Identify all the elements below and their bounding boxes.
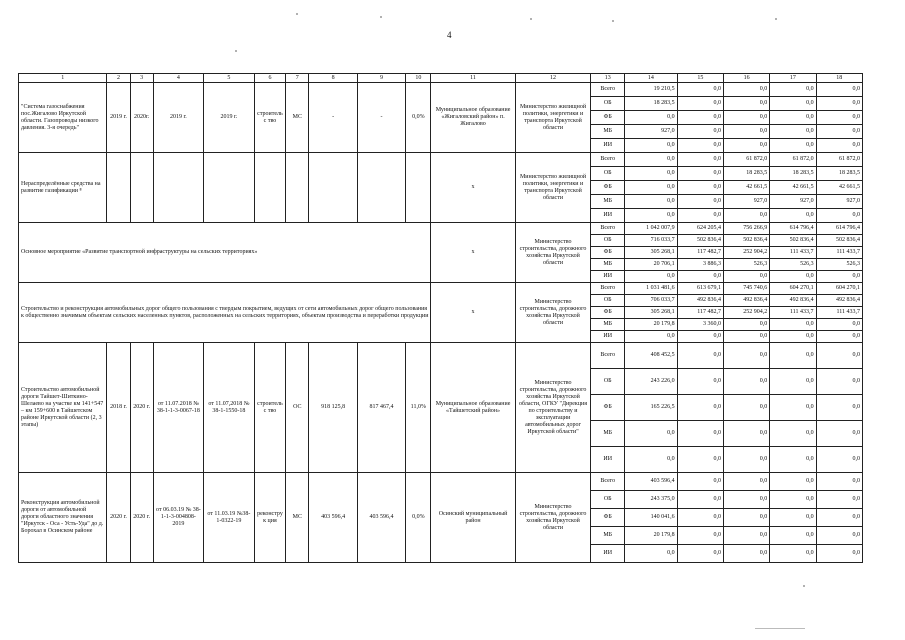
amount-value: 0,0 <box>770 319 816 331</box>
amount-value: 18 283,5 <box>770 167 816 181</box>
amount-value: 0,0 <box>677 83 723 97</box>
amount-value: 502 836,4 <box>723 235 769 247</box>
amount-value: 0,0 <box>816 395 862 421</box>
amount-value: 0,0 <box>625 195 678 209</box>
amount-value: 0,0 <box>816 369 862 395</box>
responsible-body: Министерство жилищной политики, энергетики и транспорта Иркутской области <box>515 83 591 153</box>
amount-value: 0,0 <box>723 491 769 509</box>
amount-value: 0,0 <box>816 139 862 153</box>
amount-value: 0,0 <box>677 527 723 545</box>
amount-value: 492 836,4 <box>770 295 816 307</box>
amount-value: 0,0 <box>677 139 723 153</box>
municipality: х <box>431 283 515 343</box>
amount-value: 0,0 <box>770 331 816 343</box>
funding-source: МБ <box>591 125 625 139</box>
amount-value: 0,0 <box>770 545 816 563</box>
item-c10: 11,0% <box>406 343 431 473</box>
amount-value: 927,0 <box>770 195 816 209</box>
amount-value: 0,0 <box>816 319 862 331</box>
amount-value: 0,0 <box>723 319 769 331</box>
amount-value: 0,0 <box>677 395 723 421</box>
amount-value: 0,0 <box>677 421 723 447</box>
funding-source: ОБ <box>591 491 625 509</box>
amount-value: 0,0 <box>723 509 769 527</box>
amount-value: 42 661,5 <box>816 181 862 195</box>
amount-value: 716 033,7 <box>625 235 678 247</box>
amount-value: 0,0 <box>770 509 816 527</box>
amount-value: 111 433,7 <box>816 247 862 259</box>
funding-source: ОБ <box>591 235 625 247</box>
item-c4: от 06.03.19 № 38-1-1-3-004808-2019 <box>153 473 204 563</box>
amount-value: 0,0 <box>677 509 723 527</box>
amount-value: 61 872,0 <box>770 153 816 167</box>
amount-value: 0,0 <box>770 473 816 491</box>
amount-value: 0,0 <box>816 271 862 283</box>
amount-value: 604 270,1 <box>816 283 862 295</box>
item-c3: 2020 г. <box>130 473 153 563</box>
item-c8: - <box>309 83 357 153</box>
item-c7: МС <box>286 473 309 563</box>
amount-value: 18 283,5 <box>723 167 769 181</box>
amount-value: 0,0 <box>816 83 862 97</box>
amount-value: 0,0 <box>625 421 678 447</box>
amount-value: 0,0 <box>723 209 769 223</box>
column-number: 8 <box>309 74 357 83</box>
amount-value: 0,0 <box>625 153 678 167</box>
amount-value: 0,0 <box>723 447 769 473</box>
municipality: Осинский муниципальный район <box>431 473 515 563</box>
amount-value: 0,0 <box>770 139 816 153</box>
column-number: 13 <box>591 74 625 83</box>
page-number: 4 <box>447 30 452 40</box>
item-c7: ОС <box>286 343 309 473</box>
amount-value: 0,0 <box>723 369 769 395</box>
responsible-body: Министерство строительства, дорожного хозяйства Иркутской области <box>515 283 591 343</box>
amount-value: 0,0 <box>770 97 816 111</box>
funding-source: ФБ <box>591 509 625 527</box>
item-description: Строительство и реконструкция автомобильных дорог общего пользования с твердым покрытием, ведущих от сети автомобильных дорог общего пользования к общественно значимым объектам сельских населенных пунктов, расположенных на сельских территориях, объектам производства и переработки продукции <box>19 283 431 343</box>
funding-source: Всего <box>591 83 625 97</box>
item-c2: 2020 г. <box>107 473 130 563</box>
amount-value: 0,0 <box>770 271 816 283</box>
amount-value: 252 904,2 <box>723 247 769 259</box>
scan-speck <box>530 18 532 20</box>
amount-value: 0,0 <box>770 447 816 473</box>
item-description: Реконструкция автомобильной дороги от автомобильной дороги областного значения "Иркутск - Оса - Усть-Уда" до д. Борохал в Осинском районе <box>19 473 107 563</box>
amount-value: 0,0 <box>723 421 769 447</box>
item-description: "Система газоснабжения пос.Жигалово Иркутской области. Газопроводы низкого давления. 3-я очередь" <box>19 83 107 153</box>
amount-value: 502 836,4 <box>770 235 816 247</box>
item-c2: 2018 г. <box>107 343 130 473</box>
amount-value: 502 836,4 <box>816 235 862 247</box>
scan-speck <box>612 20 614 22</box>
column-number-row <box>19 74 863 83</box>
funding-source: МБ <box>591 421 625 447</box>
amount-value: 0,0 <box>625 209 678 223</box>
amount-value: 117 482,7 <box>677 247 723 259</box>
empty-cell <box>204 153 255 223</box>
amount-value: 0,0 <box>723 139 769 153</box>
column-number: 18 <box>816 74 862 83</box>
funding-source: ОБ <box>591 295 625 307</box>
municipality: Муниципальное образование «Тайшетский район» <box>431 343 515 473</box>
amount-value: 0,0 <box>625 447 678 473</box>
funding-source: ФБ <box>591 307 625 319</box>
amount-value: 0,0 <box>677 343 723 369</box>
scan-speck <box>803 585 805 587</box>
table-row <box>19 83 863 97</box>
funding-source: Всего <box>591 473 625 491</box>
amount-value: 927,0 <box>625 125 678 139</box>
amount-value: 0,0 <box>625 545 678 563</box>
amount-value: 927,0 <box>816 195 862 209</box>
funding-source: ИИ <box>591 447 625 473</box>
amount-value: 0,0 <box>723 473 769 491</box>
table-row <box>19 283 863 295</box>
amount-value: 492 836,4 <box>816 295 862 307</box>
amount-value: 0,0 <box>723 97 769 111</box>
amount-value: 0,0 <box>816 331 862 343</box>
funding-source: ОБ <box>591 167 625 181</box>
amount-value: 0,0 <box>625 139 678 153</box>
amount-value: 117 482,7 <box>677 307 723 319</box>
amount-value: 0,0 <box>723 545 769 563</box>
amount-value: 0,0 <box>816 209 862 223</box>
amount-value: 0,0 <box>625 181 678 195</box>
amount-value: 0,0 <box>770 125 816 139</box>
item-c2: 2019 г. <box>107 83 130 153</box>
amount-value: 3 360,0 <box>677 319 723 331</box>
item-c4: от 11.07.2018 № 38-1-1-3-0067-18 <box>153 343 204 473</box>
responsible-body: Министерство жилищной политики, энергетики и транспорта Иркутской области <box>515 153 591 223</box>
amount-value: 0,0 <box>723 111 769 125</box>
amount-value: 0,0 <box>677 209 723 223</box>
funding-source: ФБ <box>591 395 625 421</box>
responsible-body: Министерство строительства, дорожного хозяйства Иркутской области <box>515 473 591 563</box>
amount-value: 140 041,6 <box>625 509 678 527</box>
column-number: 10 <box>406 74 431 83</box>
column-number: 3 <box>130 74 153 83</box>
table-row <box>19 153 863 167</box>
funding-source: МБ <box>591 527 625 545</box>
funding-source: Всего <box>591 223 625 235</box>
column-number: 14 <box>625 74 678 83</box>
scan-speck <box>380 16 382 18</box>
amount-value: 61 872,0 <box>723 153 769 167</box>
column-number: 1 <box>19 74 107 83</box>
amount-value: 502 836,4 <box>677 235 723 247</box>
empty-cell <box>153 153 204 223</box>
amount-value: 0,0 <box>723 331 769 343</box>
amount-value: 20 179,8 <box>625 319 678 331</box>
column-number: 2 <box>107 74 130 83</box>
amount-value: 0,0 <box>723 83 769 97</box>
amount-value: 0,0 <box>677 181 723 195</box>
item-c5: от 11.07,2018 № 38-1-1550-18 <box>204 343 255 473</box>
empty-cell <box>130 153 153 223</box>
amount-value: 1 042 007,9 <box>625 223 678 235</box>
amount-value: 0,0 <box>723 343 769 369</box>
empty-cell <box>254 153 286 223</box>
amount-value: 111 433,7 <box>770 307 816 319</box>
amount-value: 526,3 <box>770 259 816 271</box>
amount-value: 111 433,7 <box>770 247 816 259</box>
funding-source: ОБ <box>591 97 625 111</box>
amount-value: 614 796,4 <box>816 223 862 235</box>
table-row <box>19 473 863 491</box>
amount-value: 0,0 <box>677 153 723 167</box>
column-number: 15 <box>677 74 723 83</box>
funding-source: ФБ <box>591 111 625 125</box>
amount-value: 0,0 <box>770 369 816 395</box>
empty-cell <box>107 153 130 223</box>
table-row <box>19 343 863 369</box>
amount-value: 305 268,1 <box>625 247 678 259</box>
amount-value: 756 266,9 <box>723 223 769 235</box>
column-number: 9 <box>357 74 405 83</box>
amount-value: 0,0 <box>723 271 769 283</box>
amount-value: 0,0 <box>770 527 816 545</box>
item-c6: строительс тво <box>254 83 286 153</box>
municipality: х <box>431 223 515 283</box>
funding-source: ФБ <box>591 181 625 195</box>
column-number: 4 <box>153 74 204 83</box>
funding-source: МБ <box>591 319 625 331</box>
item-c7: МС <box>286 83 309 153</box>
amount-value: 0,0 <box>816 473 862 491</box>
municipality: Муниципальное образование «Жигаловский район» п. Жигалово <box>431 83 515 153</box>
amount-value: 492 836,4 <box>723 295 769 307</box>
item-c4: 2019 г. <box>153 83 204 153</box>
column-number: 11 <box>431 74 515 83</box>
amount-value: 0,0 <box>770 395 816 421</box>
amount-value: 18 283,5 <box>625 97 678 111</box>
scan-speck <box>296 13 298 15</box>
amount-value: 0,0 <box>770 343 816 369</box>
amount-value: 19 210,5 <box>625 83 678 97</box>
item-c9: 817 467,4 <box>357 343 405 473</box>
amount-value: 0,0 <box>816 111 862 125</box>
item-description: Строительство автомобильной дороги Тайшет-Шиткино-Шелаево на участке км 141+547 – км 159+600 в Тайшетском районе Иркутской области (2, 3 этапы) <box>19 343 107 473</box>
item-c9: 403 596,4 <box>357 473 405 563</box>
item-c10: 0,0% <box>406 83 431 153</box>
amount-value: 0,0 <box>816 343 862 369</box>
funding-source: ФБ <box>591 247 625 259</box>
column-number: 12 <box>515 74 591 83</box>
column-number: 16 <box>723 74 769 83</box>
column-number: 5 <box>204 74 255 83</box>
column-number: 17 <box>770 74 816 83</box>
amount-value: 305 268,1 <box>625 307 678 319</box>
funding-source: ИИ <box>591 209 625 223</box>
amount-value: 927,0 <box>723 195 769 209</box>
amount-value: 42 661,5 <box>770 181 816 195</box>
funding-source: Всего <box>591 283 625 295</box>
amount-value: 61 872,0 <box>816 153 862 167</box>
amount-value: 0,0 <box>723 125 769 139</box>
amount-value: 0,0 <box>677 167 723 181</box>
amount-value: 492 836,4 <box>677 295 723 307</box>
amount-value: 0,0 <box>625 331 678 343</box>
amount-value: 0,0 <box>677 447 723 473</box>
item-c5: от 11.03.19 №38-1-0322-19 <box>204 473 255 563</box>
item-c3: 2020 г. <box>130 343 153 473</box>
amount-value: 18 283,5 <box>816 167 862 181</box>
amount-value: 252 904,2 <box>723 307 769 319</box>
amount-value: 706 033,7 <box>625 295 678 307</box>
amount-value: 408 452,5 <box>625 343 678 369</box>
scan-speck <box>235 50 237 52</box>
amount-value: 0,0 <box>677 195 723 209</box>
amount-value: 624 205,4 <box>677 223 723 235</box>
amount-value: 0,0 <box>677 331 723 343</box>
amount-value: 403 596,4 <box>625 473 678 491</box>
scan-speck <box>775 18 777 20</box>
amount-value: 42 661,5 <box>723 181 769 195</box>
item-c6: строительс тво <box>254 343 286 473</box>
item-description: Основное мероприятие «Развитие транспортной инфраструктуры на сельских территориях» <box>19 223 431 283</box>
amount-value: 0,0 <box>770 491 816 509</box>
amount-value: 20 706,1 <box>625 259 678 271</box>
amount-value: 0,0 <box>677 97 723 111</box>
empty-cell <box>309 153 357 223</box>
amount-value: 243 226,0 <box>625 369 678 395</box>
funding-source: МБ <box>591 195 625 209</box>
scan-line <box>755 628 805 629</box>
amount-value: 0,0 <box>723 527 769 545</box>
funding-source: ИИ <box>591 139 625 153</box>
empty-cell <box>406 153 431 223</box>
column-number: 7 <box>286 74 309 83</box>
amount-value: 20 179,8 <box>625 527 678 545</box>
amount-value: 526,3 <box>723 259 769 271</box>
municipality: х <box>431 153 515 223</box>
amount-value: 745 740,6 <box>723 283 769 295</box>
funding-source: ИИ <box>591 331 625 343</box>
amount-value: 0,0 <box>770 209 816 223</box>
responsible-body: Министерство строительства, дорожного хозяйства Иркутской области <box>515 223 591 283</box>
item-c8: 403 596,4 <box>309 473 357 563</box>
amount-value: 0,0 <box>816 421 862 447</box>
amount-value: 0,0 <box>770 111 816 125</box>
item-c10: 0,0% <box>406 473 431 563</box>
amount-value: 0,0 <box>816 491 862 509</box>
column-number: 6 <box>254 74 286 83</box>
table-row <box>19 223 863 235</box>
amount-value: 0,0 <box>770 421 816 447</box>
funding-source: ИИ <box>591 271 625 283</box>
amount-value: 0,0 <box>816 125 862 139</box>
amount-value: 0,0 <box>677 369 723 395</box>
funding-source: Всего <box>591 153 625 167</box>
amount-value: 0,0 <box>770 83 816 97</box>
amount-value: 0,0 <box>625 271 678 283</box>
item-c8: 918 125,8 <box>309 343 357 473</box>
amount-value: 0,0 <box>677 271 723 283</box>
amount-value: 111 433,7 <box>816 307 862 319</box>
responsible-body: Министерство строительства, дорожного хозяйства Иркутской области, ОГКУ "Дирекция по строительству и эксплуатации автомобильных дорог Иркутской области" <box>515 343 591 473</box>
amount-value: 614 796,4 <box>770 223 816 235</box>
amount-value: 1 031 481,6 <box>625 283 678 295</box>
amount-value: 0,0 <box>816 545 862 563</box>
amount-value: 0,0 <box>625 111 678 125</box>
item-c5: 2019 г. <box>204 83 255 153</box>
amount-value: 3 886,3 <box>677 259 723 271</box>
amount-value: 0,0 <box>677 125 723 139</box>
amount-value: 0,0 <box>677 111 723 125</box>
item-c3: 2020г. <box>130 83 153 153</box>
amount-value: 0,0 <box>677 545 723 563</box>
amount-value: 0,0 <box>677 473 723 491</box>
amount-value: 526,3 <box>816 259 862 271</box>
funding-source: Всего <box>591 343 625 369</box>
amount-value: 0,0 <box>816 447 862 473</box>
empty-cell <box>357 153 405 223</box>
amount-value: 165 226,5 <box>625 395 678 421</box>
program-table <box>18 73 863 563</box>
amount-value: 613 679,1 <box>677 283 723 295</box>
funding-source: ИИ <box>591 545 625 563</box>
funding-source: ОБ <box>591 369 625 395</box>
amount-value: 0,0 <box>816 527 862 545</box>
empty-cell <box>286 153 309 223</box>
funding-source: МБ <box>591 259 625 271</box>
item-c6: реконструк ция <box>254 473 286 563</box>
amount-value: 0,0 <box>723 395 769 421</box>
amount-value: 604 270,1 <box>770 283 816 295</box>
item-c9: - <box>357 83 405 153</box>
amount-value: 0,0 <box>816 97 862 111</box>
item-description: Нераспределённые средства на развитие газификации ⁸ <box>19 153 107 223</box>
amount-value: 243 375,0 <box>625 491 678 509</box>
amount-value: 0,0 <box>677 491 723 509</box>
amount-value: 0,0 <box>625 167 678 181</box>
amount-value: 0,0 <box>816 509 862 527</box>
